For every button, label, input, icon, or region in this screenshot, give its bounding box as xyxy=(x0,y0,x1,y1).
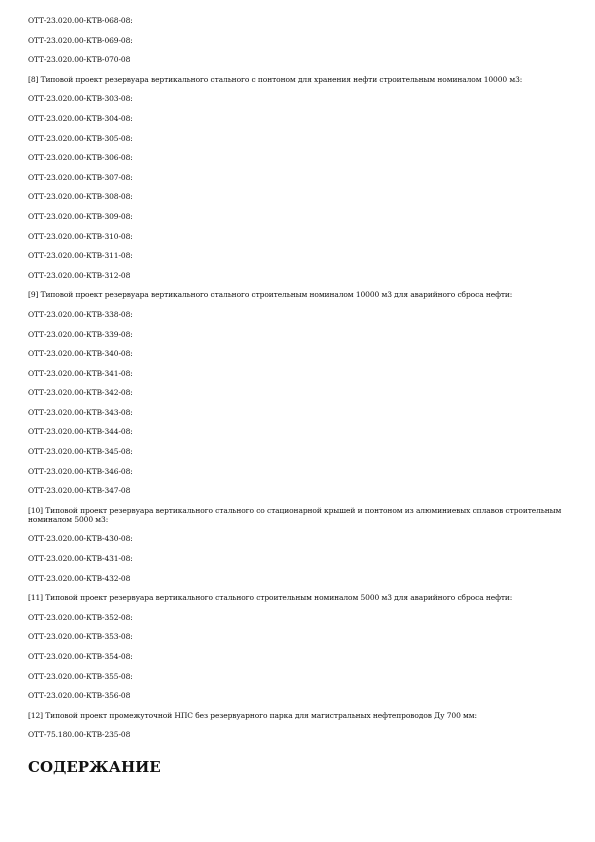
document-code: ОТТ-23.020.00-КТВ-432-08 xyxy=(28,573,131,583)
document-code: ОТТ-23.020.00-КТВ-311-08: xyxy=(28,251,133,261)
toc-title: СОДЕРЖАНИЕ xyxy=(28,758,161,776)
document-code: ОТТ-23.020.00-КТВ-339-08: xyxy=(28,329,133,339)
document-code: ОТТ-23.020.00-КТВ-352-08: xyxy=(28,612,133,622)
document-code: ОТТ-23.020.00-КТВ-304-08: xyxy=(28,113,133,123)
document-code: ОТТ-75.180.00-КТВ-235-08 xyxy=(28,730,131,740)
document-code: ОТТ-23.020.00-КТВ-310-08: xyxy=(28,231,133,241)
document-code: ОТТ-23.020.00-КТВ-342-08: xyxy=(28,388,133,398)
document-code: ОТТ-23.020.00-КТВ-070-08 xyxy=(28,55,131,65)
section-heading: [11] Типовой проект резервуара вертикального стального строительным номиналом 5000 м3 для аварийного сброса нефти: xyxy=(28,593,513,603)
document-code: ОТТ-23.020.00-КТВ-341-08: xyxy=(28,368,133,378)
document-code: ОТТ-23.020.00-КТВ-340-08: xyxy=(28,349,133,359)
document-code: ОТТ-23.020.00-КТВ-356-08 xyxy=(28,691,131,701)
document-code: ОТТ-23.020.00-КТВ-312-08 xyxy=(28,270,131,280)
document-code: ОТТ-23.020.00-КТВ-338-08: xyxy=(28,309,133,319)
document-code: ОТТ-23.020.00-КТВ-431-08: xyxy=(28,554,133,564)
section-heading: [8] Типовой проект резервуара вертикального стального с понтоном для хранения нефти строительным номиналом 10000 м3: xyxy=(28,74,523,84)
document-code: ОТТ-23.020.00-КТВ-355-08: xyxy=(28,671,133,681)
document-code: ОТТ-23.020.00-КТВ-306-08: xyxy=(28,153,133,163)
reference-list xyxy=(28,16,567,739)
section-heading: [9] Типовой проект резервуара вертикального стального строительным номиналом 10000 м3 для аварийного сброса нефти: xyxy=(28,290,513,300)
document-code: ОТТ-23.020.00-КТВ-343-08: xyxy=(28,407,133,417)
document-code: ОТТ-23.020.00-КТВ-068-08: xyxy=(28,16,133,25)
section-heading: [12] Типовой проект промежуточной НПС без резервуарного парка для магистральных нефтепроводов Ду 700 мм: xyxy=(28,710,477,720)
section-heading: [10] Типовой проект резервуара вертикального стального со стационарной крышей и понтоном из алюминиевых сплавов строительным номиналом 5000 м3: xyxy=(28,505,562,524)
document-code: ОТТ-23.020.00-КТВ-346-08: xyxy=(28,466,133,476)
document-code: ОТТ-23.020.00-КТВ-345-08: xyxy=(28,447,133,457)
document-code: ОТТ-23.020.00-КТВ-347-08 xyxy=(28,486,131,496)
document-code: ОТТ-23.020.00-КТВ-069-08: xyxy=(28,35,133,45)
document-code: ОТТ-23.020.00-КТВ-303-08: xyxy=(28,94,133,104)
document-code: ОТТ-23.020.00-КТВ-344-08: xyxy=(28,427,133,437)
document-code: ОТТ-23.020.00-КТВ-308-08: xyxy=(28,192,133,202)
document-code: ОТТ-23.020.00-КТВ-305-08: xyxy=(28,133,133,143)
document-code: ОТТ-23.020.00-КТВ-354-08: xyxy=(28,652,133,661)
document-code: ОТТ-23.020.00-КТВ-353-08: xyxy=(28,632,133,642)
document-code: ОТТ-23.020.00-КТВ-309-08: xyxy=(28,211,133,221)
document-code: ОТТ-23.020.00-КТВ-430-08: xyxy=(28,534,133,544)
document-code: ОТТ-23.020.00-КТВ-307-08: xyxy=(28,172,133,182)
